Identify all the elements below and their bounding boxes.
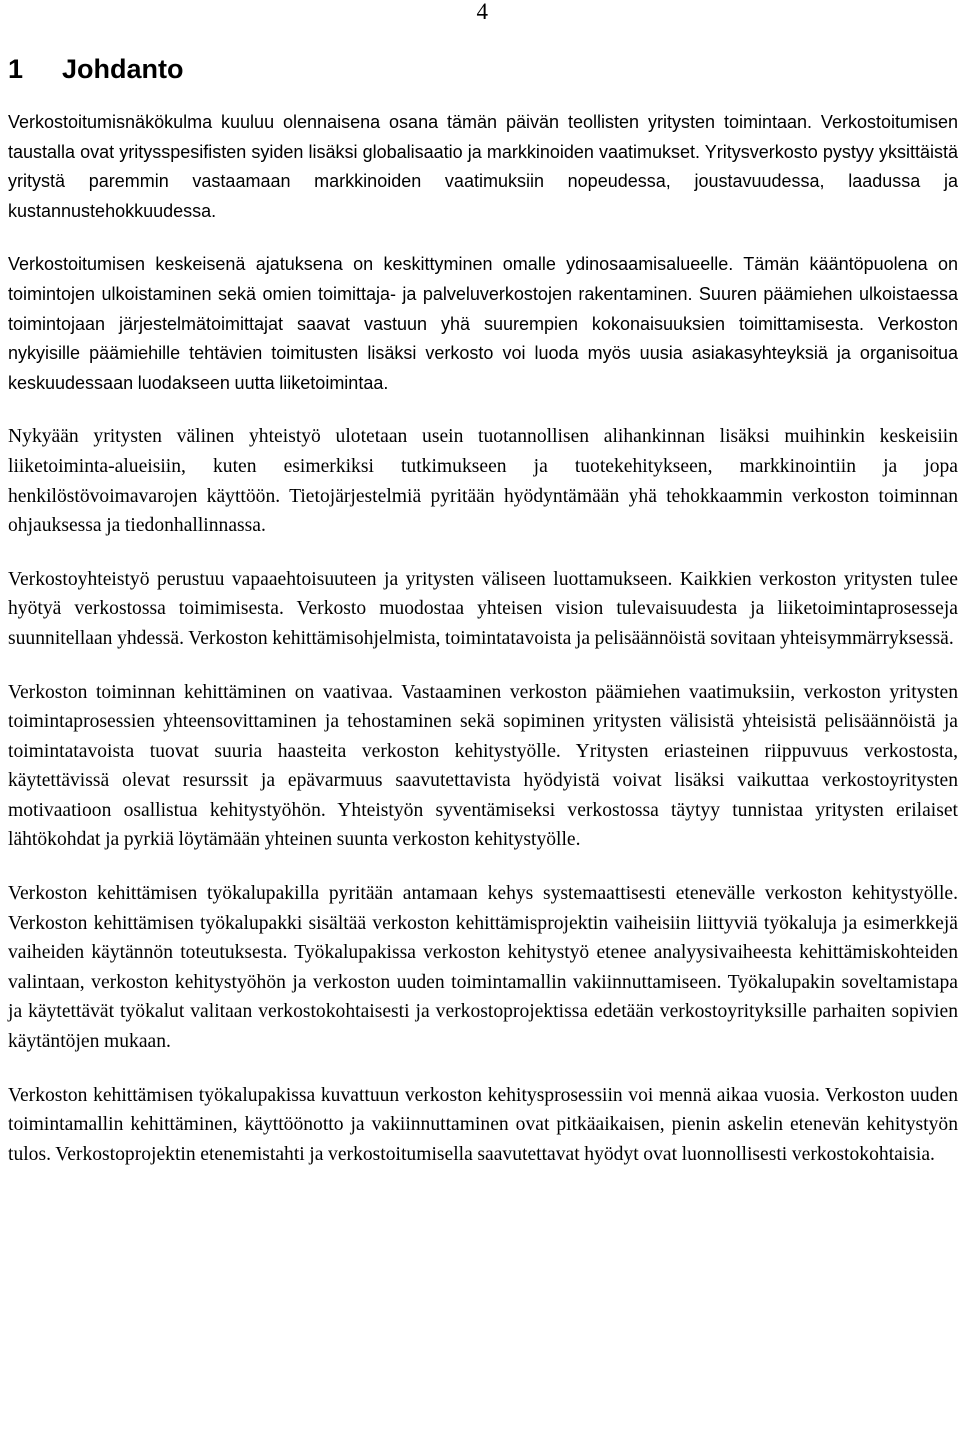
paragraph-3: Nykyään yritysten välinen yhteistyö ulotetaan usein tuotannollisen alihankinnan lisäksi muihinkin keskeisiin liiketoiminta-alueisiin, kuten esimerkiksi tutkimukseen ja tuotekehitykseen, markkinointiin ja jopa henkilöstövoimavarojen käyttöön. Tietojärjestelmiä pyritään hyödyntämään yhä tehokkaammin verkoston toiminnan ohjauksessa ja tiedonhallinnassa.	[8, 426, 958, 537]
paragraph-1: Verkostoitumisnäkökulma kuuluu olennaisena osana tämän päivän teollisten yritysten toimintaan. Verkostoitumisen taustalla ovat yritysspesifisten syiden lisäksi globalisaatio ja markkinoiden vaatimukset. Yritysverkosto pystyy yksittäistä yritystä paremmin vastaamaan markkinoiden vaatimuksiin nopeudessa, joustavuudessa, laadussa ja kustannustehokkuudessa.	[8, 112, 958, 221]
chapter-title: Johdanto	[62, 54, 184, 84]
page-number: 4	[476, 0, 488, 24]
paragraph-2: Verkostoitumisen keskeisenä ajatuksena on keskittyminen omalle ydinosaamisalueelle. Tämän kääntöpuolena on toimintojen ulkoistaminen sekä omien toimittaja- ja palveluverkostojen rakentaminen. Suuren päämiehen ulkoistaessa toimintojaan järjestelmätoimittajat saavat vastuun yhä suurempien kokonaisuuksien toimittamisesta. Verkoston nykyisille päämiehille tehtävien toimitusten lisäksi verkosto voi luoda myös uusia asiakasyhteyksiä ja organisoitua keskuudessaan luodakseen uutta liiketoimintaa.	[8, 254, 958, 393]
paragraph-7: Verkoston kehittämisen työkalupakissa kuvattuun verkoston kehitysprosessiin voi mennä aikaa vuosia. Verkoston uuden toimintamallin kehittäminen, käyttöönotto ja vakiinnuttaminen ovat pitkäaikaisen, pienin askelin etenevän kehitystyön tulos. Verkostoprojektin etenemistahti ja verkostoitumisella saavutettavat hyödyt ovat luonnollisesti verkostokohtaisia.	[8, 1084, 958, 1165]
paragraph-6: Verkoston kehittämisen työkalupakilla pyritään antamaan kehys systemaattisesti etenevälle verkoston kehitystyölle. Verkoston kehittämisen työkalupakki sisältää verkoston kehittämisprojektin vaiheisiin liittyviä työkaluja ja esimerkkejä vaiheiden käytännön toteutuksesta. Työkalupakissa verkoston kehitystyö etenee analyysivaiheesta kehittämiskohteiden valintaan, verkoston kehitystyöhön ja verkoston uuden toimintamallin vakiinnuttamiseen. Työkalupakin soveltamistapa ja käytettävät työkalut valitaan verkostokohtaisesti ja verkostoprojektissa edetään verkostoyrityksille parhaiten sopivien käytäntöjen mukaan.	[8, 883, 958, 1053]
body-text	[8, 108, 958, 1169]
paragraph-4: Verkostoyhteistyö perustuu vapaaehtoisuuteen ja yritysten väliseen luottamukseen. Kaikkien verkoston yritysten tulee hyötyä verkostossa toimimisesta. Verkosto muodostaa yhteisen vision tulevaisuudesta ja liiketoimintaprosesseja suunnitellaan yhdessä. Verkoston kehittämisohjelmista, toimintatavoista ja pelisäännöistä sovitaan yhteisymmärryksessä.	[8, 568, 958, 649]
chapter-number: 1	[8, 54, 24, 84]
chapter-heading	[8, 53, 184, 85]
paragraph-5: Verkoston toiminnan kehittäminen on vaativaa. Vastaaminen verkoston päämiehen vaatimuksiin, verkoston yritysten toimintaprosessien yhteensovittaminen ja tehostaminen sekä sopiminen yritysten välisistä yhteisistä pelisäännöistä ja toimintatavoista tuovat suuria haasteita verkoston kehitystyölle. Yritysten eriasteinen riippuvuus verkostosta, käytettävissä olevat resurssit ja epävarmuus saavutettavista hyödyistä voivat lisäksi vaikuttaa verkostoyritysten motivaatioon osallistua kehitystyöhön. Yhteistyön syventämiseksi verkostossa täytyy tunnistaa yritysten erilaiset lähtökohdat ja pyrkiä löytämään yhteinen suunta verkoston kehitystyölle.	[8, 681, 958, 851]
